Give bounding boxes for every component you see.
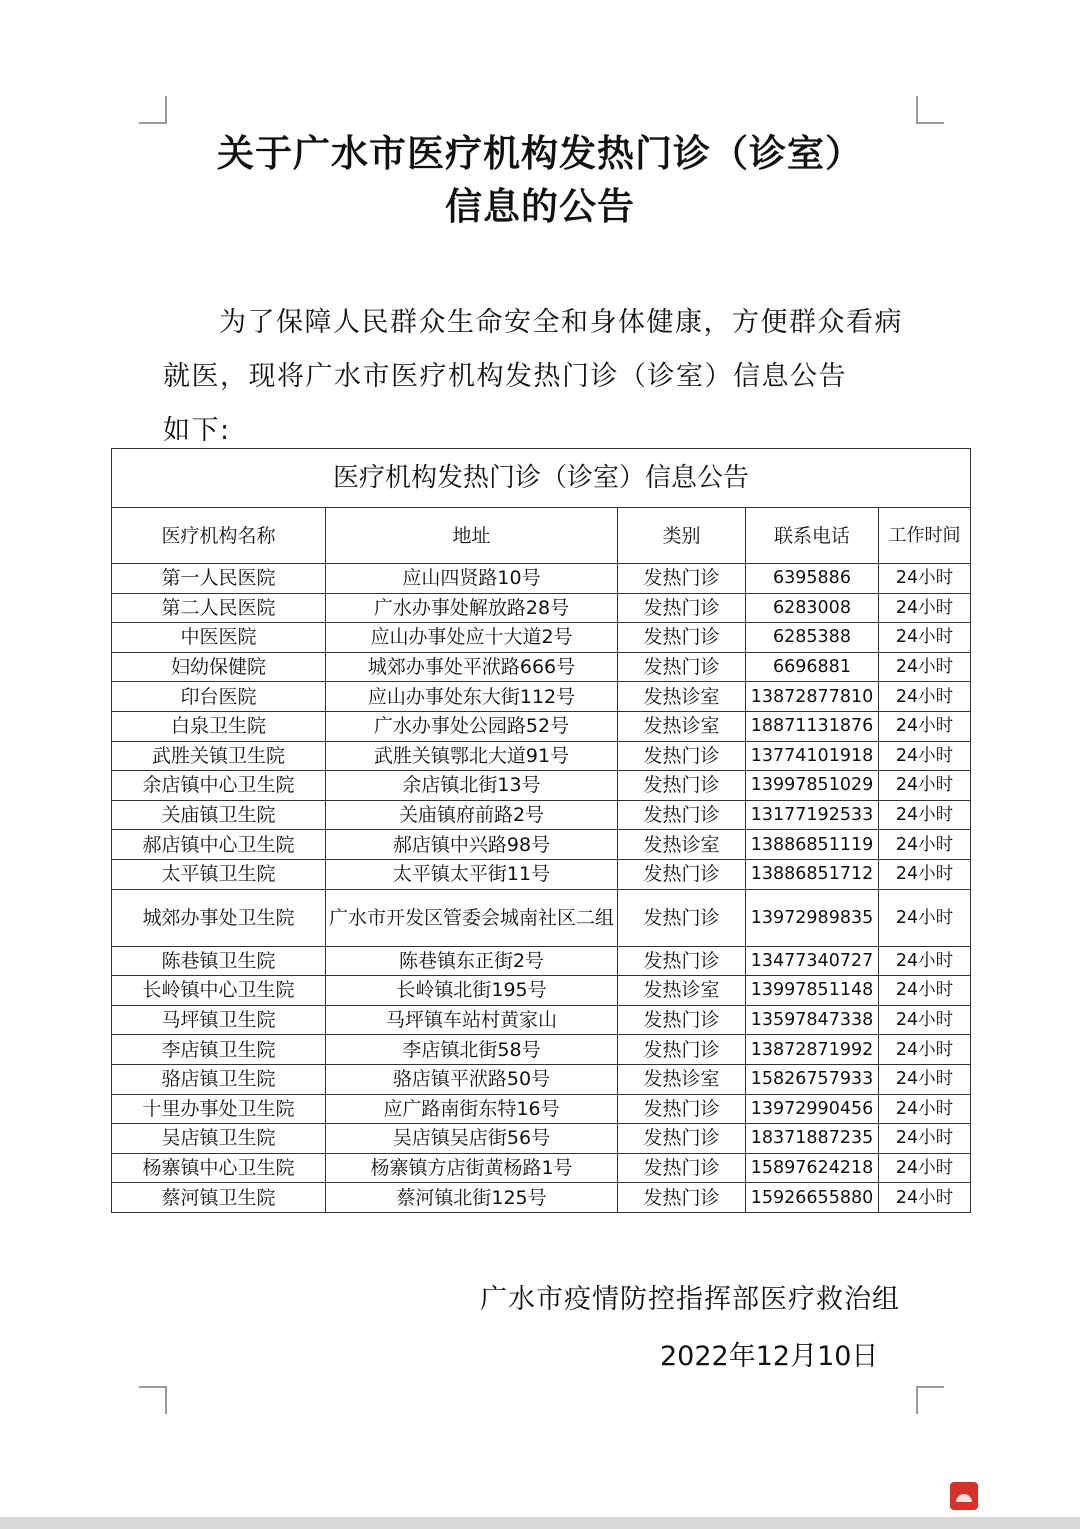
phone-cell: 18371887235 (746, 1124, 879, 1154)
table-row (112, 1005, 971, 1035)
table-row (112, 771, 971, 801)
clinic-type-cell: 发热诊室 (618, 830, 746, 860)
hours-cell: 24小时 (879, 800, 971, 830)
clinic-type-cell: 发热门诊 (618, 593, 746, 623)
phone-cell: 13886851119 (746, 830, 879, 860)
hours-cell: 24小时 (879, 1035, 971, 1065)
table-row (112, 1064, 971, 1094)
phone-cell: 13477340727 (746, 946, 879, 976)
hours-cell: 24小时 (879, 859, 971, 889)
address-cell: 长岭镇北街195号 (326, 976, 618, 1006)
institution-name-cell: 长岭镇中心卫生院 (112, 976, 326, 1006)
document-title-line-2: 信息的公告 (445, 185, 635, 228)
hours-cell: 24小时 (879, 1094, 971, 1124)
institution-name-cell: 郝店镇中心卫生院 (112, 830, 326, 860)
phone-cell: 13774101918 (746, 741, 879, 771)
hours-cell: 24小时 (879, 741, 971, 771)
phone-cell: 13886851712 (746, 859, 879, 889)
institution-name-cell: 马坪镇卫生院 (112, 1005, 326, 1035)
address-cell: 广水办事处解放路28号 (326, 593, 618, 623)
column-header-name: 医疗机构名称 (112, 508, 326, 564)
phone-cell: 15897624218 (746, 1153, 879, 1183)
hours-cell: 24小时 (879, 1183, 971, 1213)
hours-cell: 24小时 (879, 1064, 971, 1094)
table-row (112, 859, 971, 889)
phone-cell: 13177192533 (746, 800, 879, 830)
table-row (112, 800, 971, 830)
clinic-type-cell: 发热门诊 (618, 741, 746, 771)
clinic-type-cell: 发热门诊 (618, 1005, 746, 1035)
phone-cell: 15926655880 (746, 1183, 879, 1213)
clinic-type-cell: 发热诊室 (618, 682, 746, 712)
address-cell: 城郊办事处平洑路666号 (326, 652, 618, 682)
phone-cell: 13972990456 (746, 1094, 879, 1124)
clinic-type-cell: 发热门诊 (618, 1124, 746, 1154)
phone-cell: 13872871992 (746, 1035, 879, 1065)
institution-name-cell: 印台医院 (112, 682, 326, 712)
address-cell: 李店镇北街58号 (326, 1035, 618, 1065)
address-cell: 骆店镇平洑路50号 (326, 1064, 618, 1094)
hours-cell: 24小时 (879, 1005, 971, 1035)
address-cell: 马坪镇车站村黄家山 (326, 1005, 618, 1035)
institution-name-cell: 城郊办事处卫生院 (112, 889, 326, 946)
institution-name-cell: 十里办事处卫生院 (112, 1094, 326, 1124)
clinic-type-cell: 发热门诊 (618, 859, 746, 889)
table-row (112, 711, 971, 741)
hours-cell: 24小时 (879, 830, 971, 860)
intro-paragraph-ending: 如下: (163, 415, 231, 446)
phone-cell: 6285388 (746, 623, 879, 653)
column-header-phone: 联系电话 (746, 508, 879, 564)
hours-cell: 24小时 (879, 564, 971, 594)
clinic-type-cell: 发热诊室 (618, 711, 746, 741)
institution-name-cell: 中医医院 (112, 623, 326, 653)
hours-cell: 24小时 (879, 976, 971, 1006)
institution-name-cell: 白泉卫生院 (112, 711, 326, 741)
address-cell: 太平镇太平街11号 (326, 859, 618, 889)
address-cell: 余店镇北街13号 (326, 771, 618, 801)
clinic-type-cell: 发热门诊 (618, 889, 746, 946)
table-row (112, 1124, 971, 1154)
institution-name-cell: 第二人民医院 (112, 593, 326, 623)
column-header-hours: 工作时间 (879, 508, 971, 564)
crop-mark-bottom-left (139, 1386, 167, 1414)
institution-name-cell: 吴店镇卫生院 (112, 1124, 326, 1154)
phone-cell: 6283008 (746, 593, 879, 623)
institution-name-cell: 蔡河镇卫生院 (112, 1183, 326, 1213)
fever-clinic-table (111, 448, 971, 1213)
table-row (112, 593, 971, 623)
hours-cell: 24小时 (879, 593, 971, 623)
issuer-signature: 广水市疫情防控指挥部医疗救治组 (480, 1284, 900, 1315)
phone-cell: 13997851029 (746, 771, 879, 801)
clinic-type-cell: 发热门诊 (618, 1094, 746, 1124)
hours-cell: 24小时 (879, 623, 971, 653)
address-cell: 武胜关镇鄂北大道91号 (326, 741, 618, 771)
address-cell: 郝店镇中兴路98号 (326, 830, 618, 860)
institution-name-cell: 武胜关镇卫生院 (112, 741, 326, 771)
address-cell: 应山办事处应十大道2号 (326, 623, 618, 653)
clinic-type-cell: 发热门诊 (618, 1035, 746, 1065)
column-header-address: 地址 (326, 508, 618, 564)
hours-cell: 24小时 (879, 1124, 971, 1154)
app-logo-icon (950, 1482, 978, 1510)
institution-name-cell: 太平镇卫生院 (112, 859, 326, 889)
phone-cell: 6696881 (746, 652, 879, 682)
address-cell: 广水市开发区管委会城南社区二组 (326, 889, 618, 946)
clinic-type-cell: 发热门诊 (618, 800, 746, 830)
intro-paragraph: 为了保障人民群众生命安全和身体健康，方便群众看病就医，现将广水市医疗机构发热门诊（诊室）信息公告 (163, 307, 903, 392)
clinic-type-cell: 发热门诊 (618, 771, 746, 801)
hours-cell: 24小时 (879, 946, 971, 976)
address-cell: 杨寨镇方店街黄杨路1号 (326, 1153, 618, 1183)
table-row (112, 946, 971, 976)
clinic-type-cell: 发热门诊 (618, 1183, 746, 1213)
hours-cell: 24小时 (879, 771, 971, 801)
phone-cell: 18871131876 (746, 711, 879, 741)
institution-name-cell: 余店镇中心卫生院 (112, 771, 326, 801)
address-cell: 陈巷镇东正街2号 (326, 946, 618, 976)
hours-cell: 24小时 (879, 1153, 971, 1183)
table-row (112, 1094, 971, 1124)
clinic-type-cell: 发热门诊 (618, 623, 746, 653)
address-cell: 应广路南街东特16号 (326, 1094, 618, 1124)
institution-name-cell: 李店镇卫生院 (112, 1035, 326, 1065)
institution-name-cell: 陈巷镇卫生院 (112, 946, 326, 976)
table-row (112, 1183, 971, 1213)
institution-name-cell: 关庙镇卫生院 (112, 800, 326, 830)
table-row (112, 564, 971, 594)
address-cell: 吴店镇吴店街56号 (326, 1124, 618, 1154)
table-row (112, 976, 971, 1006)
column-header-type: 类别 (618, 508, 746, 564)
phone-cell: 13872877810 (746, 682, 879, 712)
address-cell: 关庙镇府前路2号 (326, 800, 618, 830)
clinic-type-cell: 发热门诊 (618, 564, 746, 594)
phone-cell: 13972989835 (746, 889, 879, 946)
crop-mark-bottom-right (916, 1386, 944, 1414)
clinic-type-cell: 发热门诊 (618, 946, 746, 976)
hours-cell: 24小时 (879, 652, 971, 682)
table-row (112, 682, 971, 712)
table-row (112, 1153, 971, 1183)
bottom-bar (0, 1517, 1080, 1529)
clinic-type-cell: 发热诊室 (618, 976, 746, 1006)
table-row (112, 889, 971, 946)
clinic-type-cell: 发热门诊 (618, 652, 746, 682)
institution-name-cell: 骆店镇卫生院 (112, 1064, 326, 1094)
phone-cell: 13997851148 (746, 976, 879, 1006)
institution-name-cell: 妇幼保健院 (112, 652, 326, 682)
phone-cell: 15826757933 (746, 1064, 879, 1094)
institution-name-cell: 杨寨镇中心卫生院 (112, 1153, 326, 1183)
clinic-type-cell: 发热门诊 (618, 1153, 746, 1183)
table-row (112, 1035, 971, 1065)
hours-cell: 24小时 (879, 889, 971, 946)
institution-name-cell: 第一人民医院 (112, 564, 326, 594)
crop-mark-top-left (139, 96, 167, 124)
table-caption: 医疗机构发热门诊（诊室）信息公告 (112, 449, 971, 508)
address-cell: 蔡河镇北街125号 (326, 1183, 618, 1213)
clinic-type-cell: 发热诊室 (618, 1064, 746, 1094)
crop-mark-top-right (916, 96, 944, 124)
table-row (112, 623, 971, 653)
document-title-line-1: 关于广水市医疗机构发热门诊（诊室） (217, 132, 863, 175)
address-cell: 广水办事处公园路52号 (326, 711, 618, 741)
table-row (112, 652, 971, 682)
phone-cell: 13597847338 (746, 1005, 879, 1035)
table-row (112, 830, 971, 860)
phone-cell: 6395886 (746, 564, 879, 594)
table-row (112, 741, 971, 771)
hours-cell: 24小时 (879, 711, 971, 741)
hours-cell: 24小时 (879, 682, 971, 712)
issue-date: 2022年12月10日 (660, 1341, 879, 1372)
address-cell: 应山办事处东大街112号 (326, 682, 618, 712)
address-cell: 应山四贤路10号 (326, 564, 618, 594)
